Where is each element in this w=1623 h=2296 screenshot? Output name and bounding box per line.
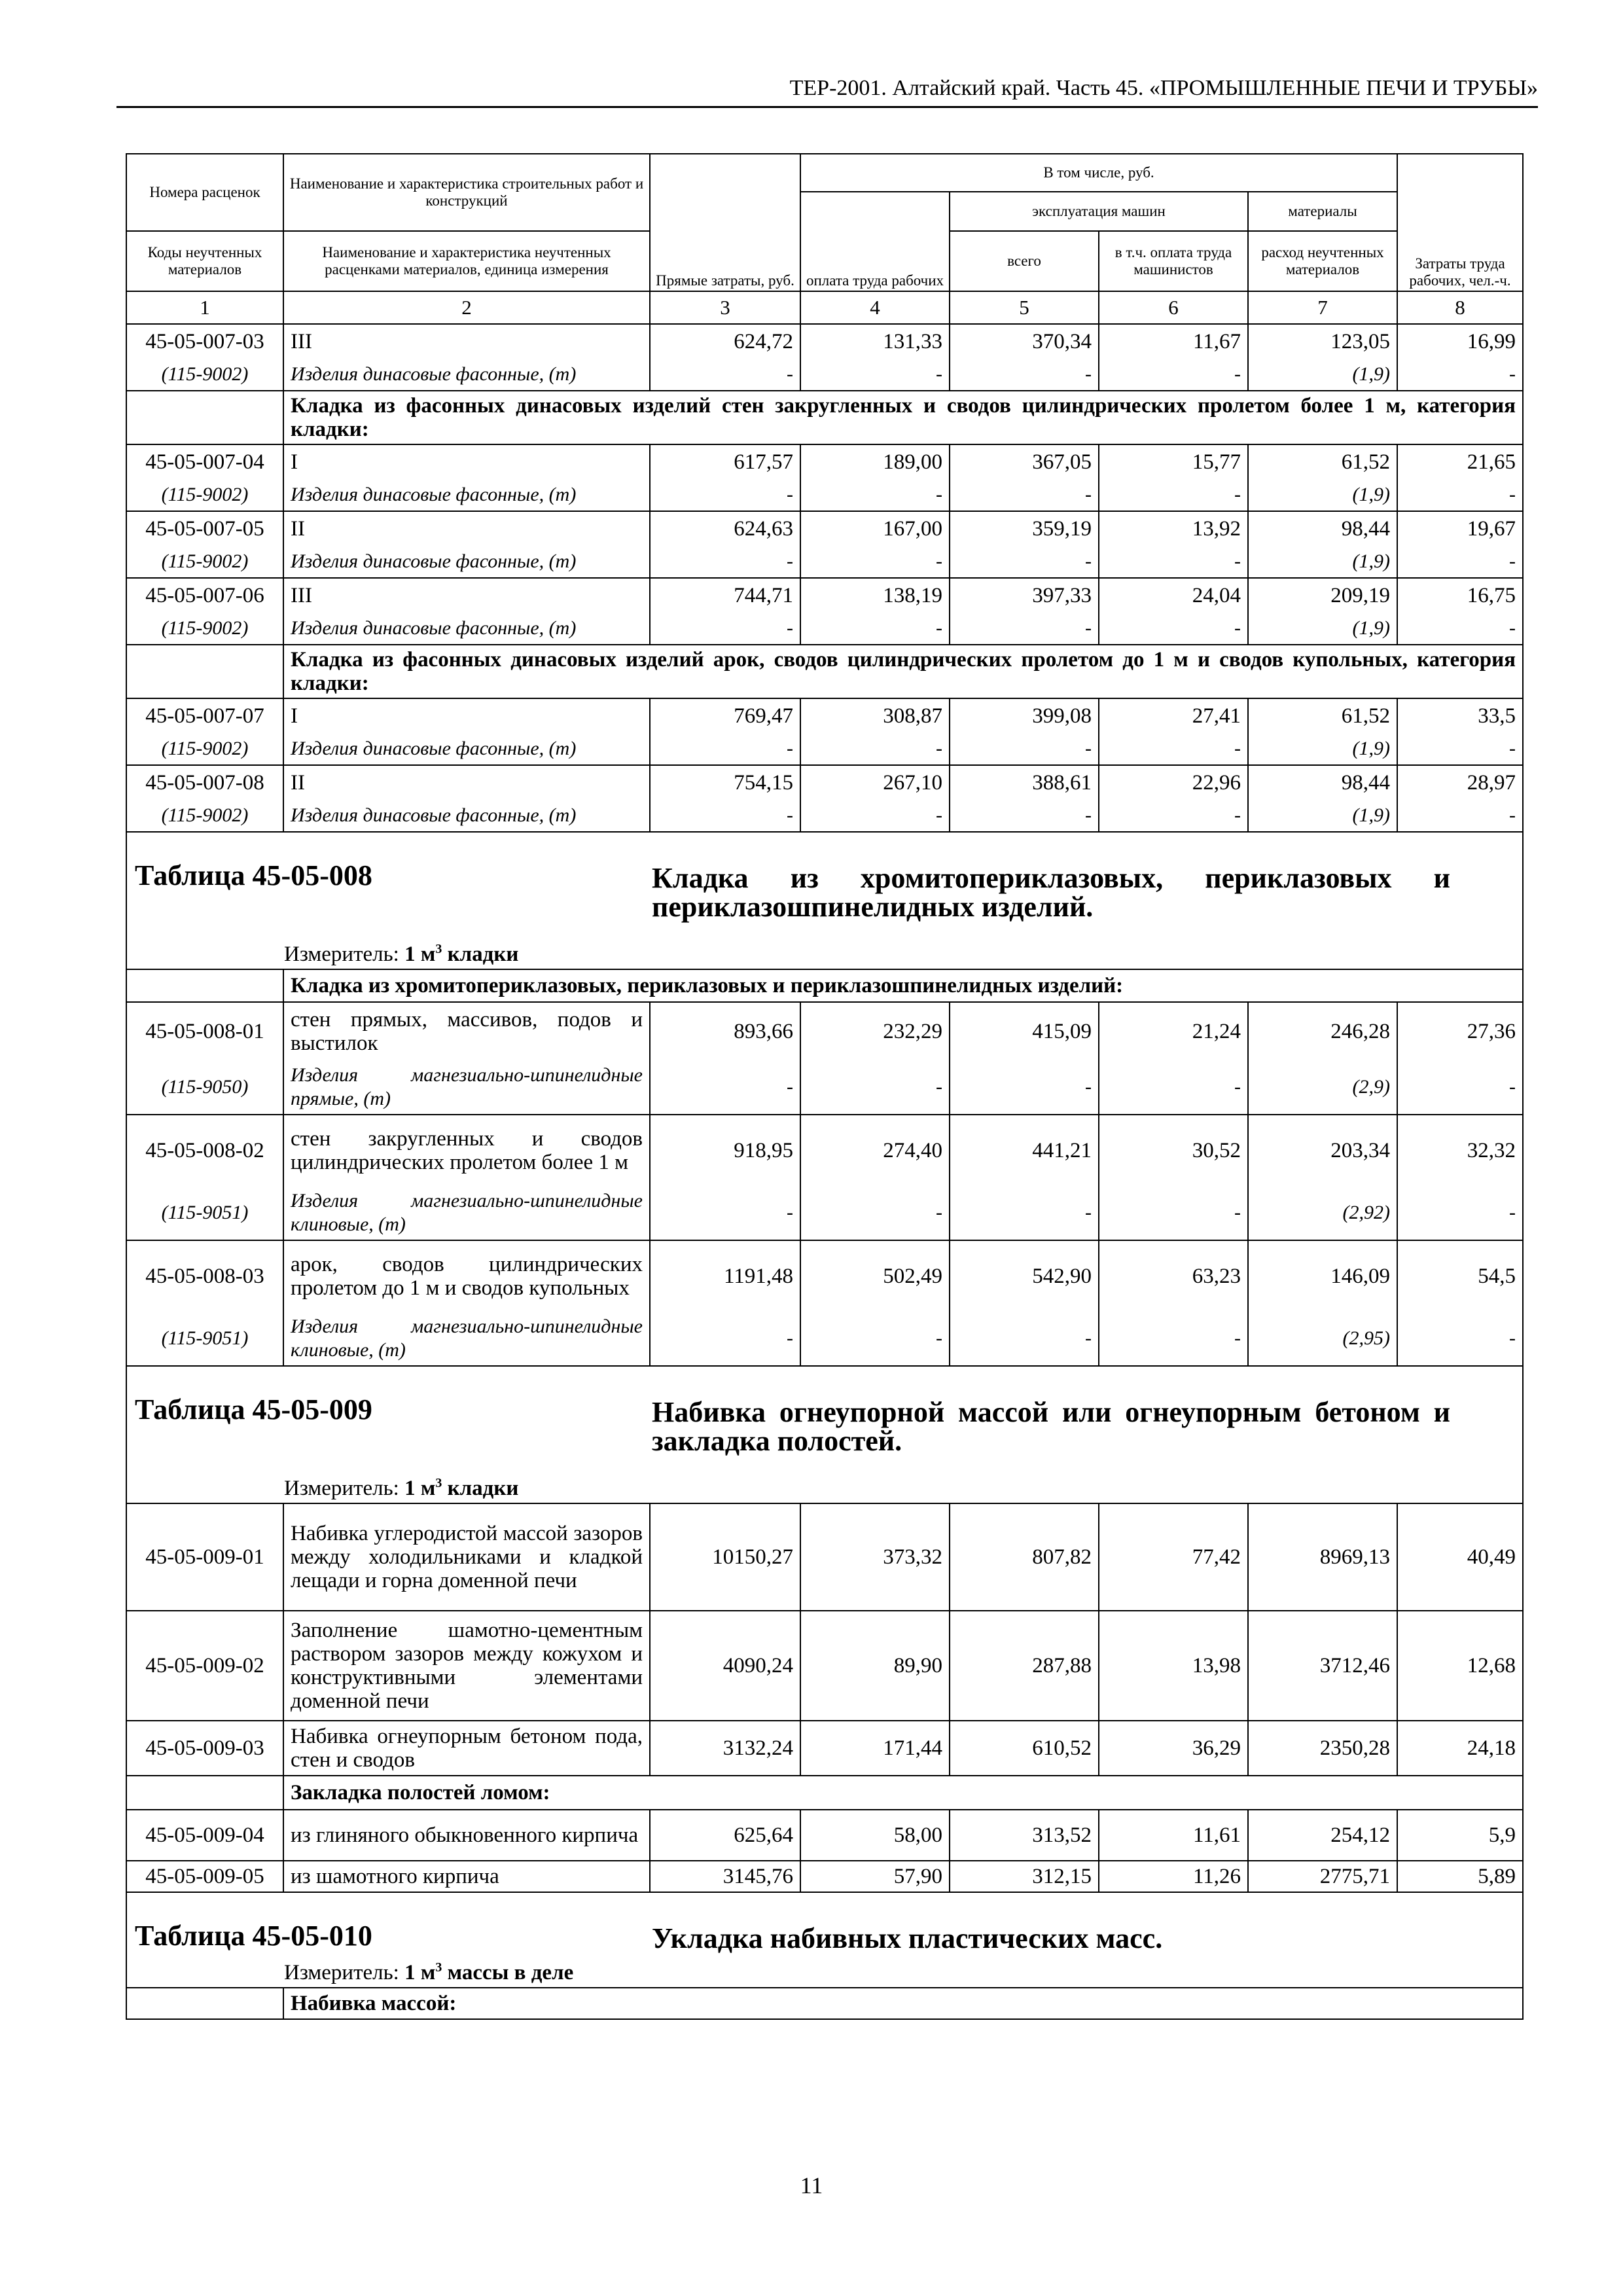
material-usage: (1,9) [1248, 799, 1397, 832]
dash-cell: - [800, 1185, 950, 1240]
col-machines: эксплуатация машин [950, 192, 1248, 231]
col-num-5: 5 [950, 291, 1099, 324]
dash-cell: - [1099, 1311, 1248, 1366]
section-blank [126, 645, 283, 698]
material-code: (115-9002) [126, 799, 283, 832]
dash-cell: - [950, 799, 1099, 832]
rate-value: 3132,24 [650, 1721, 800, 1776]
section-blank [126, 1776, 283, 1810]
dash-cell: - [800, 478, 950, 511]
dash-cell: - [1397, 1185, 1523, 1240]
rate-name: стен прямых, массивов, подов и выстилок [283, 1002, 650, 1060]
rate-value: 15,77 [1099, 444, 1248, 478]
rate-value: 203,34 [1248, 1115, 1397, 1185]
col-direct: Прямые затраты, руб. [650, 154, 800, 291]
dash-cell: - [650, 1060, 800, 1115]
table-caption-wrap [127, 1893, 1522, 1987]
material-name: Изделия динасовые фасонные, (т) [283, 612, 650, 645]
rate-value: 33,5 [1397, 698, 1523, 732]
dash-cell: - [1397, 478, 1523, 511]
rate-value: 123,05 [1248, 324, 1397, 358]
rate-code: 45-05-007-07 [126, 698, 283, 732]
dash-cell: - [650, 612, 800, 645]
rate-name: Набивка огнеупорным бетоном пода, стен и сводов [283, 1721, 650, 1776]
rate-value: 313,52 [950, 1810, 1099, 1861]
rate-value: 617,57 [650, 444, 800, 478]
measure-suffix: кладки [447, 1477, 519, 1500]
rate-value: 11,26 [1099, 1861, 1248, 1892]
rate-value: 502,49 [800, 1240, 950, 1311]
dash-cell: - [800, 732, 950, 765]
rate-name: стен закругленных и сводов цилиндрических пролетом более 1 м [283, 1115, 650, 1185]
rate-value: 11,67 [1099, 324, 1248, 358]
dash-cell: - [1099, 1060, 1248, 1115]
measure-unit [404, 1961, 573, 1984]
rate-value: 2350,28 [1248, 1721, 1397, 1776]
rate-value: 36,29 [1099, 1721, 1248, 1776]
table-measure [284, 1471, 518, 1500]
section-heading: Кладка из фасонных динасовых изделий стен закругленных и сводов цилиндрических пролетом более 1 м, категория кладки: [283, 391, 1523, 444]
rate-row [126, 444, 1523, 478]
rate-name: I [283, 698, 650, 732]
dash-cell: - [650, 478, 800, 511]
rate-value: 399,08 [950, 698, 1099, 732]
rate-value: 16,75 [1397, 578, 1523, 612]
table-title: Набивка огнеупорной массой или огнеупорным бетоном и закладка полостей. [652, 1396, 1451, 1457]
rate-row [126, 324, 1523, 358]
dash-cell: - [650, 545, 800, 578]
col-materials: материалы [1248, 192, 1397, 231]
material-row [126, 1185, 1523, 1240]
dash-cell: - [1099, 612, 1248, 645]
rate-value: 13,98 [1099, 1611, 1248, 1721]
rate-value: 624,63 [650, 511, 800, 545]
rate-value: 4090,24 [650, 1611, 800, 1721]
material-code: (115-9051) [126, 1311, 283, 1366]
measure-unit-base: 1 м [404, 942, 436, 966]
rate-row [126, 1115, 1523, 1185]
measure-suffix: массы в деле [447, 1961, 574, 1984]
dash-cell: - [950, 1185, 1099, 1240]
dash-cell: - [800, 1060, 950, 1115]
col-num-8: 8 [1397, 291, 1523, 324]
rate-value: 624,72 [650, 324, 800, 358]
rate-value: 2775,71 [1248, 1861, 1397, 1892]
dash-cell: - [800, 545, 950, 578]
section-row [126, 1988, 1523, 2019]
measure-unit-exponent: 3 [435, 1476, 442, 1490]
page-header: ТЕР-2001. Алтайский край. Часть 45. «ПРОМЫШЛЕННЫЕ ПЕЧИ И ТРУБЫ» [116, 71, 1538, 108]
rate-value: 415,09 [950, 1002, 1099, 1060]
measure-prefix: Измеритель: [284, 1961, 399, 1984]
rate-value: 24,18 [1397, 1721, 1523, 1776]
rate-name: арок, сводов цилиндрических пролетом до 1 м и сводов купольных [283, 1240, 650, 1311]
measure-prefix: Измеритель: [284, 1477, 399, 1500]
material-usage: (1,9) [1248, 358, 1397, 391]
material-usage: (1,9) [1248, 732, 1397, 765]
material-usage: (1,9) [1248, 478, 1397, 511]
table-header-row [126, 1892, 1523, 1988]
dash-cell: - [1397, 358, 1523, 391]
rate-code: 45-05-009-04 [126, 1810, 283, 1861]
rate-value: 12,68 [1397, 1611, 1523, 1721]
table-measure [284, 937, 518, 966]
material-name: Изделия магнезиально-шпинелидные клиновые, (т) [283, 1311, 650, 1366]
col-codes: Коды неучтенных материалов [126, 231, 283, 291]
rate-value: 167,00 [800, 511, 950, 545]
rate-row [126, 1861, 1523, 1892]
rate-value: 131,33 [800, 324, 950, 358]
section-row [126, 645, 1523, 698]
rate-value: 769,47 [650, 698, 800, 732]
rate-row [126, 698, 1523, 732]
section-heading: Закладка полостей ломом: [283, 1776, 1523, 1810]
dash-cell: - [650, 799, 800, 832]
section-blank [126, 1988, 283, 2019]
col-num-7: 7 [1248, 291, 1397, 324]
table-caption [126, 1892, 1523, 1988]
rate-value: 441,21 [950, 1115, 1099, 1185]
rate-name: из глиняного обыкновенного кирпича [283, 1810, 650, 1861]
dash-cell: - [800, 612, 950, 645]
rate-row [126, 1810, 1523, 1861]
dash-cell: - [650, 358, 800, 391]
dash-cell: - [1099, 732, 1248, 765]
dash-cell: - [1397, 545, 1523, 578]
material-usage: (2,92) [1248, 1185, 1397, 1240]
measure-unit-exponent: 3 [435, 1960, 442, 1975]
col-num-2: 2 [283, 291, 650, 324]
rate-name: II [283, 511, 650, 545]
table-number: Таблица 45-05-008 [135, 859, 372, 891]
rate-code: 45-05-008-01 [126, 1002, 283, 1060]
section-row [126, 969, 1523, 1002]
dash-cell: - [1397, 612, 1523, 645]
col-labor: Затраты труда рабочих, чел.-ч. [1397, 154, 1523, 291]
dash-cell: - [1397, 799, 1523, 832]
rate-value: 13,92 [1099, 511, 1248, 545]
rate-value: 57,90 [800, 1861, 950, 1892]
rate-value: 287,88 [950, 1611, 1099, 1721]
rate-row [126, 578, 1523, 612]
rate-code: 45-05-009-02 [126, 1611, 283, 1721]
rate-code: 45-05-007-03 [126, 324, 283, 358]
rate-value: 98,44 [1248, 511, 1397, 545]
rate-name: Набивка углеродистой массой зазоров между холодильниками и кладкой лещади и горна доменной печи [283, 1503, 650, 1611]
dash-cell: - [800, 1311, 950, 1366]
dash-cell: - [650, 732, 800, 765]
rate-code: 45-05-007-08 [126, 765, 283, 799]
rate-value: 308,87 [800, 698, 950, 732]
dash-cell: - [950, 545, 1099, 578]
rate-value: 5,9 [1397, 1810, 1523, 1861]
rate-row [126, 1721, 1523, 1776]
rate-value: 807,82 [950, 1503, 1099, 1611]
col-mat-name: Наименование и характеристика неучтенных расценками материалов, единица измерения [283, 231, 650, 291]
col-mat-use: расход неучтенных материалов [1248, 231, 1397, 291]
rate-value: 625,64 [650, 1810, 800, 1861]
rate-value: 146,09 [1248, 1240, 1397, 1311]
rate-value: 246,28 [1248, 1002, 1397, 1060]
page-number: 11 [800, 2172, 823, 2198]
dash-cell: - [950, 732, 1099, 765]
dash-cell: - [950, 1060, 1099, 1115]
dash-cell: - [1099, 799, 1248, 832]
material-name: Изделия динасовые фасонные, (т) [283, 545, 650, 578]
header-row-1 [126, 154, 1523, 192]
table-caption [126, 832, 1523, 969]
col-num-4: 4 [800, 291, 950, 324]
col-rate-numbers: Номера расценок [126, 154, 283, 231]
material-code: (115-9002) [126, 545, 283, 578]
material-row [126, 478, 1523, 511]
material-row [126, 732, 1523, 765]
rate-value: 3145,76 [650, 1861, 800, 1892]
rate-name: из шамотного кирпича [283, 1861, 650, 1892]
rate-value: 24,04 [1099, 578, 1248, 612]
measure-unit-base: 1 м [404, 1477, 436, 1500]
rate-value: 77,42 [1099, 1503, 1248, 1611]
table-measure [284, 1956, 573, 1984]
rate-row [126, 511, 1523, 545]
rate-value: 61,52 [1248, 444, 1397, 478]
measure-unit-base: 1 м [404, 1961, 436, 1984]
rate-value: 3712,46 [1248, 1611, 1397, 1721]
rate-value: 54,5 [1397, 1240, 1523, 1311]
rate-value: 28,97 [1397, 765, 1523, 799]
rate-name: II [283, 765, 650, 799]
rate-code: 45-05-008-03 [126, 1240, 283, 1311]
table-caption-wrap [127, 833, 1522, 969]
material-name: Изделия динасовые фасонные, (т) [283, 732, 650, 765]
material-usage: (1,9) [1248, 545, 1397, 578]
rate-value: 267,10 [800, 765, 950, 799]
material-row [126, 358, 1523, 391]
rate-value: 397,33 [950, 578, 1099, 612]
dash-cell: - [1099, 358, 1248, 391]
material-name: Изделия магнезиально-шпинелидные прямые, (т) [283, 1060, 650, 1115]
rate-value: 30,52 [1099, 1115, 1248, 1185]
measure-unit [404, 1477, 518, 1500]
rate-code: 45-05-009-03 [126, 1721, 283, 1776]
measure-suffix: кладки [447, 942, 519, 966]
material-name: Изделия динасовые фасонные, (т) [283, 358, 650, 391]
rate-name: I [283, 444, 650, 478]
material-name: Изделия динасовые фасонные, (т) [283, 478, 650, 511]
dash-cell: - [800, 358, 950, 391]
measure-unit-exponent: 3 [435, 942, 442, 956]
table-caption-wrap [127, 1367, 1522, 1503]
material-usage: (1,9) [1248, 612, 1397, 645]
rate-value: 32,32 [1397, 1115, 1523, 1185]
material-code: (115-9002) [126, 612, 283, 645]
rate-value: 744,71 [650, 578, 800, 612]
section-heading: Кладка из фасонных динасовых изделий арок, сводов цилиндрических пролетом до 1 м и сводов купольных, категория кладки: [283, 645, 1523, 698]
table-title: Кладка из хромитопериклазовых, периклазовых и периклазошпинелидных изделий. [652, 862, 1451, 923]
rate-row [126, 1611, 1523, 1721]
rate-value: 21,65 [1397, 444, 1523, 478]
rate-code: 45-05-009-05 [126, 1861, 283, 1892]
rate-value: 367,05 [950, 444, 1099, 478]
dash-cell: - [650, 1311, 800, 1366]
rate-value: 542,90 [950, 1240, 1099, 1311]
rate-value: 11,61 [1099, 1810, 1248, 1861]
rate-value: 27,41 [1099, 698, 1248, 732]
rate-value: 754,15 [650, 765, 800, 799]
rate-name: Заполнение шамотно-цементным раствором зазоров между кожухом и конструктивными элементами доменной печи [283, 1611, 650, 1721]
material-code: (115-9002) [126, 478, 283, 511]
column-numbers-row [126, 291, 1523, 324]
rate-value: 610,52 [950, 1721, 1099, 1776]
material-row [126, 545, 1523, 578]
material-row [126, 1311, 1523, 1366]
rate-row [126, 1503, 1523, 1611]
rate-value: 171,44 [800, 1721, 950, 1776]
dash-cell: - [800, 799, 950, 832]
rate-row [126, 1002, 1523, 1060]
rates-table [126, 153, 1524, 2020]
section-blank [126, 969, 283, 1002]
material-code: (115-9002) [126, 358, 283, 391]
rate-value: 63,23 [1099, 1240, 1248, 1311]
rate-value: 89,90 [800, 1611, 950, 1721]
rate-value: 388,61 [950, 765, 1099, 799]
rate-code: 45-05-007-06 [126, 578, 283, 612]
rate-value: 189,00 [800, 444, 950, 478]
rate-code: 45-05-009-01 [126, 1503, 283, 1611]
material-usage: (2,95) [1248, 1311, 1397, 1366]
rate-value: 1191,48 [650, 1240, 800, 1311]
rate-value: 893,66 [650, 1002, 800, 1060]
rate-name: III [283, 324, 650, 358]
rate-value: 918,95 [650, 1115, 800, 1185]
rate-value: 58,00 [800, 1810, 950, 1861]
material-code: (115-9002) [126, 732, 283, 765]
col-incl: В том числе, руб. [800, 154, 1397, 192]
rate-value: 254,12 [1248, 1810, 1397, 1861]
material-usage: (2,9) [1248, 1060, 1397, 1115]
col-num-3: 3 [650, 291, 800, 324]
section-row [126, 1776, 1523, 1810]
rate-value: 8969,13 [1248, 1503, 1397, 1611]
measure-prefix: Измеритель: [284, 942, 399, 966]
rate-value: 359,19 [950, 511, 1099, 545]
dash-cell: - [1099, 478, 1248, 511]
material-code: (115-9051) [126, 1185, 283, 1240]
rate-value: 232,29 [800, 1002, 950, 1060]
material-code: (115-9050) [126, 1060, 283, 1115]
rate-value: 22,96 [1099, 765, 1248, 799]
rate-value: 373,32 [800, 1503, 950, 1611]
dash-cell: - [1099, 1185, 1248, 1240]
rate-value: 138,19 [800, 578, 950, 612]
col-total: всего [950, 231, 1099, 291]
section-heading: Кладка из хромитопериклазовых, периклазовых и периклазошпинелидных изделий: [283, 969, 1523, 1002]
material-name: Изделия динасовые фасонные, (т) [283, 799, 650, 832]
table-header-row [126, 1366, 1523, 1503]
rate-code: 45-05-007-04 [126, 444, 283, 478]
rate-value: 5,89 [1397, 1861, 1523, 1892]
measure-unit [404, 942, 518, 966]
rate-value: 98,44 [1248, 765, 1397, 799]
rate-value: 209,19 [1248, 578, 1397, 612]
col-num-6: 6 [1099, 291, 1248, 324]
section-heading: Набивка массой: [283, 1988, 1523, 2019]
dash-cell: - [1397, 1060, 1523, 1115]
rate-value: 312,15 [950, 1861, 1099, 1892]
col-incl-wages: в т.ч. оплата труда машинистов [1099, 231, 1248, 291]
rate-value: 21,24 [1099, 1002, 1248, 1060]
rate-row [126, 765, 1523, 799]
dash-cell: - [950, 358, 1099, 391]
dash-cell: - [950, 478, 1099, 511]
material-row [126, 799, 1523, 832]
material-row [126, 612, 1523, 645]
material-row [126, 1060, 1523, 1115]
col-num-1: 1 [126, 291, 283, 324]
dash-cell: - [1397, 1311, 1523, 1366]
dash-cell: - [1397, 732, 1523, 765]
table-header-row [126, 832, 1523, 969]
rate-value: 27,36 [1397, 1002, 1523, 1060]
section-row [126, 391, 1523, 444]
section-blank [126, 391, 283, 444]
dash-cell: - [650, 1185, 800, 1240]
rate-name: III [283, 578, 650, 612]
col-wages: оплата труда рабочих [800, 192, 950, 291]
rate-code: 45-05-008-02 [126, 1115, 283, 1185]
rate-row [126, 1240, 1523, 1311]
rate-value: 274,40 [800, 1115, 950, 1185]
table-title: Укладка набивных пластических масс. [652, 1922, 1163, 1954]
rate-value: 19,67 [1397, 511, 1523, 545]
table-caption [126, 1366, 1523, 1503]
rate-value: 370,34 [950, 324, 1099, 358]
rate-value: 16,99 [1397, 324, 1523, 358]
table-number: Таблица 45-05-009 [135, 1393, 372, 1426]
dash-cell: - [950, 612, 1099, 645]
dash-cell: - [1099, 545, 1248, 578]
col-work-name: Наименование и характеристика строительных работ и конструкций [283, 154, 650, 231]
table-number: Таблица 45-05-010 [135, 1920, 372, 1952]
rate-value: 40,49 [1397, 1503, 1523, 1611]
rate-value: 61,52 [1248, 698, 1397, 732]
dash-cell: - [950, 1311, 1099, 1366]
rate-code: 45-05-007-05 [126, 511, 283, 545]
material-name: Изделия магнезиально-шпинелидные клиновые, (т) [283, 1185, 650, 1240]
rate-value: 10150,27 [650, 1503, 800, 1611]
